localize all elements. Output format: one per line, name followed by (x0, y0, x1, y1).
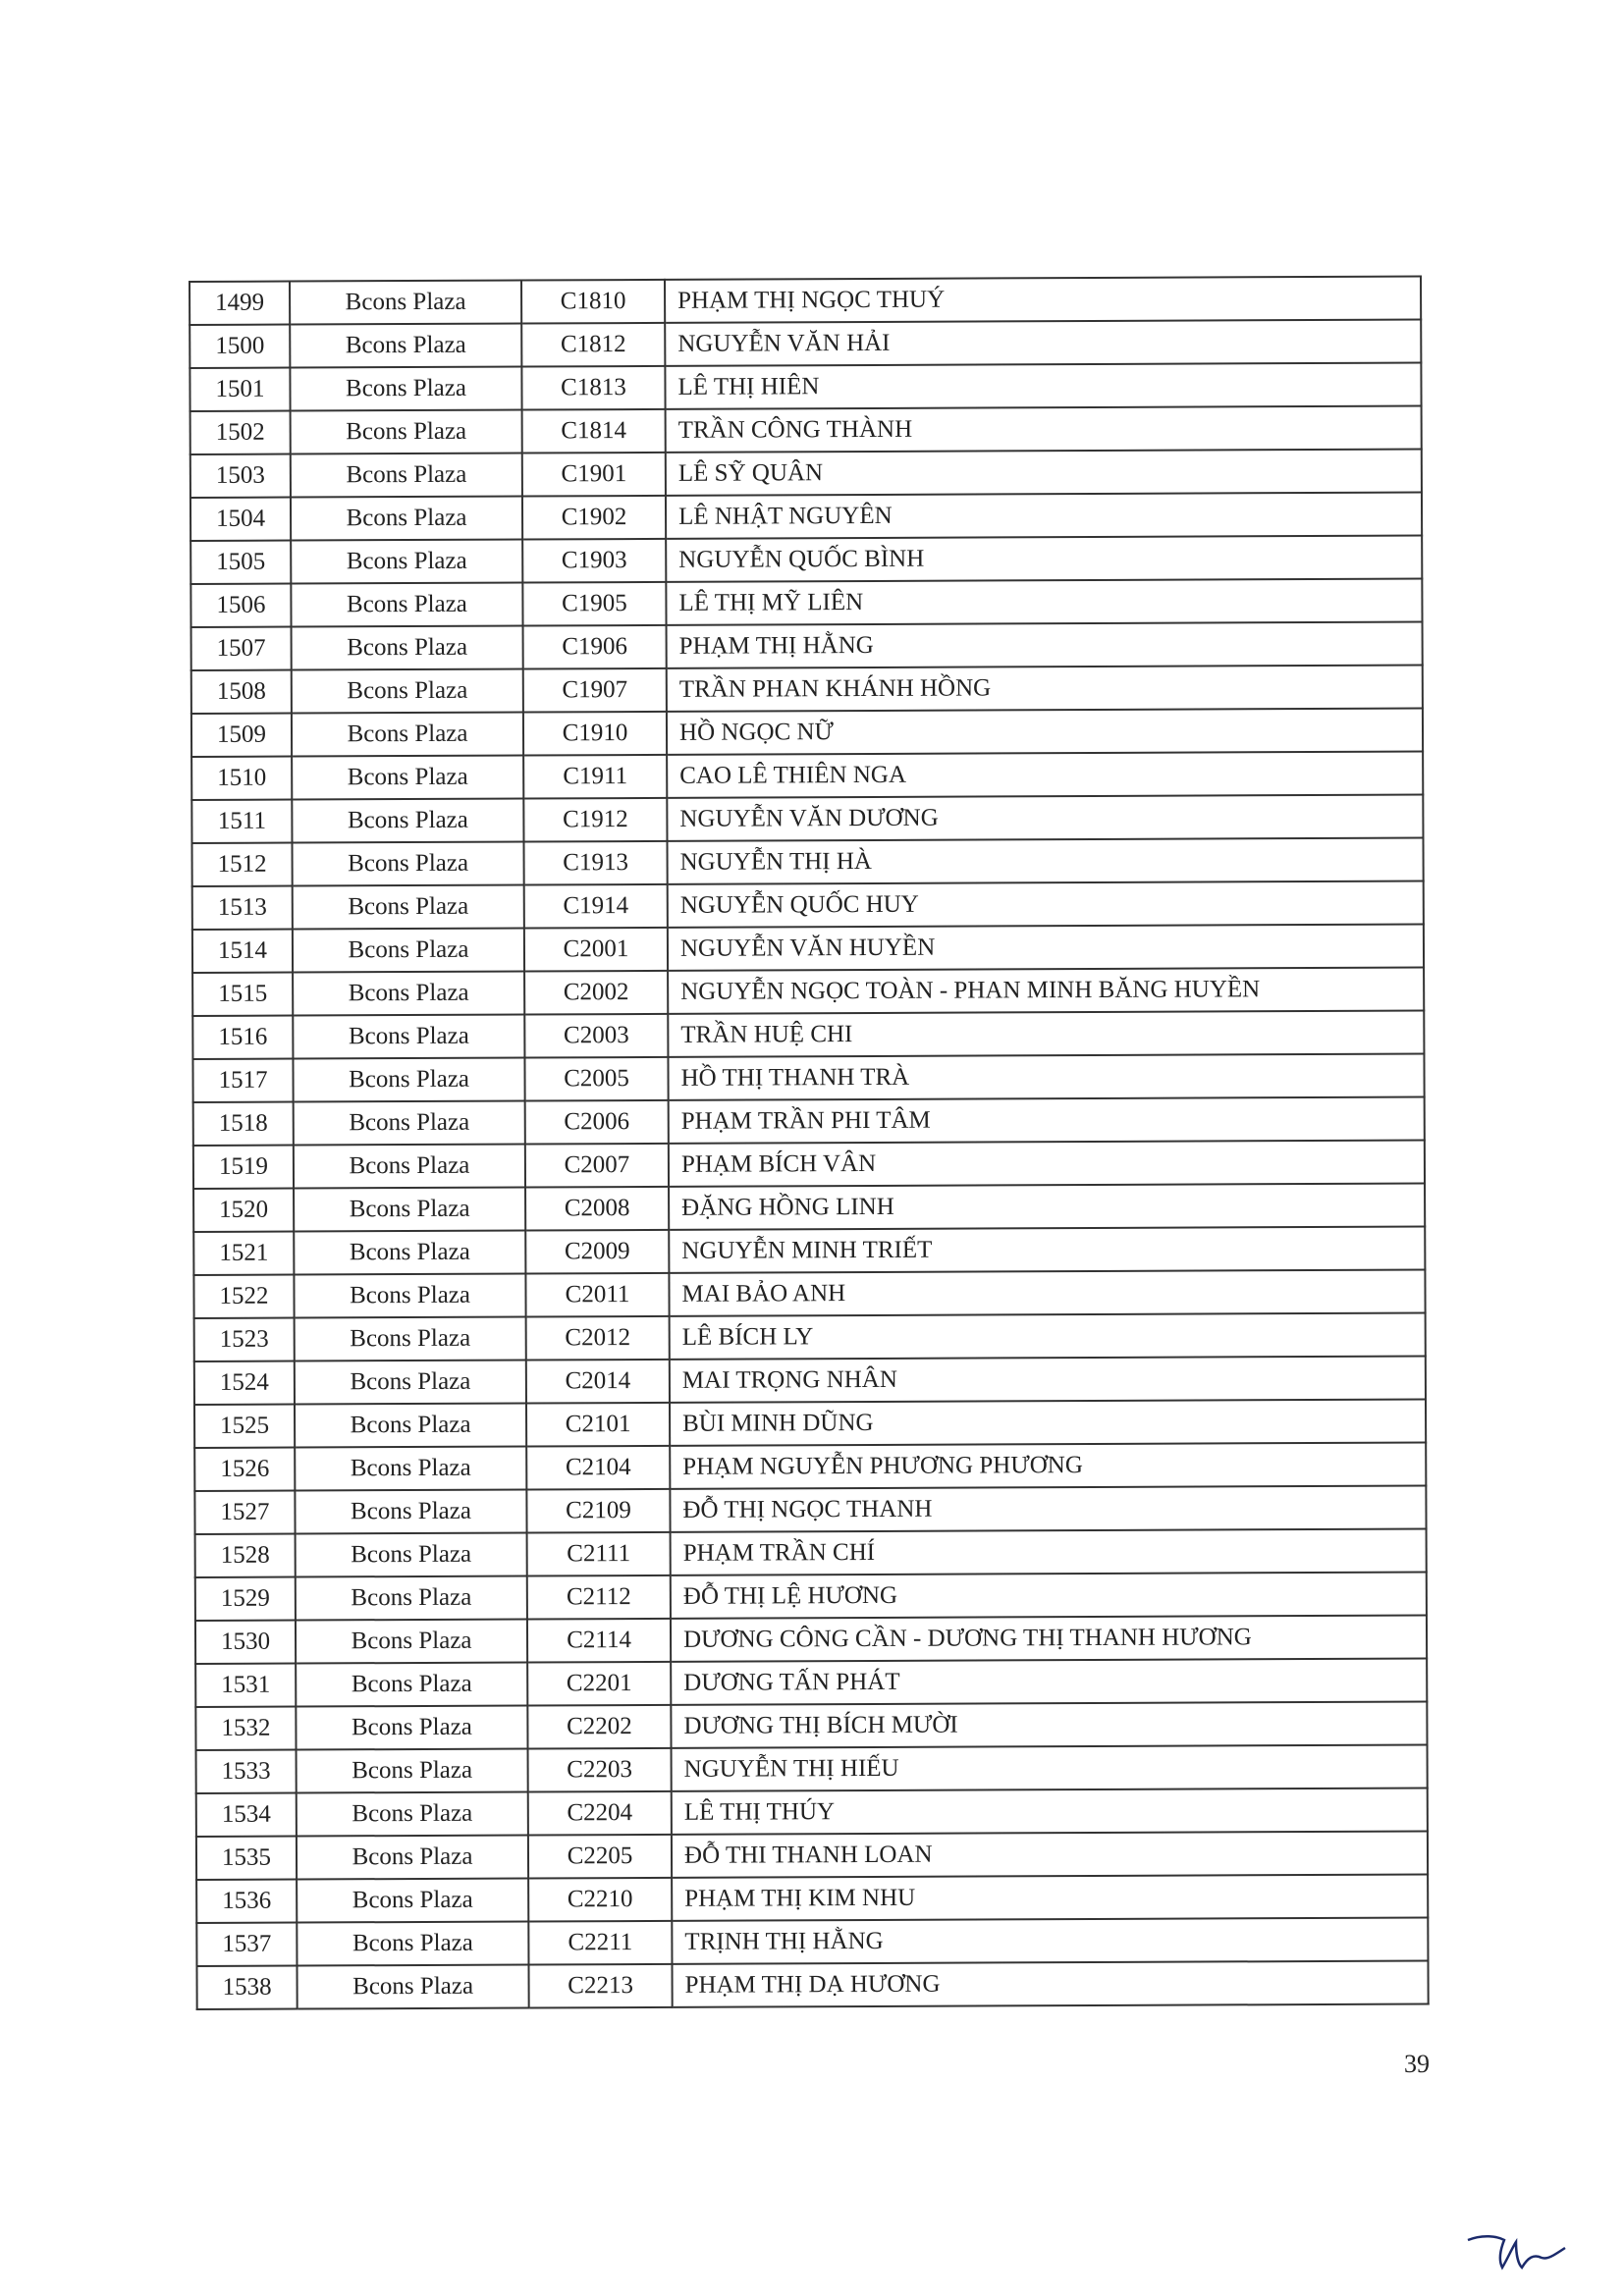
row-number: 1505 (190, 541, 291, 584)
table-row (192, 968, 1424, 1016)
building-name: Bcons Plaza (297, 1879, 528, 1923)
owner-name: CAO LÊ THIÊN NGA (667, 752, 1423, 798)
building-name: Bcons Plaza (294, 1274, 525, 1318)
owner-name: ĐỖ THỊ LỆ HƯƠNG (671, 1573, 1427, 1619)
signature-mark (1463, 2228, 1571, 2277)
owner-name: LÊ THỊ MỸ LIÊN (666, 579, 1422, 625)
unit-code: C2202 (527, 1705, 671, 1749)
row-number: 1534 (196, 1793, 297, 1837)
building-name: Bcons Plaza (295, 1317, 526, 1362)
owner-name: LÊ THỊ THÚY (672, 1789, 1428, 1835)
table-row (194, 1357, 1426, 1405)
unit-code: C2211 (528, 1921, 672, 1965)
unit-code: C2007 (525, 1144, 669, 1188)
unit-code: C2101 (526, 1403, 670, 1447)
owner-name: PHẠM THỊ DẠ HƯƠNG (672, 1961, 1428, 2007)
table-row (196, 1918, 1428, 1966)
unit-code: C1914 (524, 884, 668, 929)
owner-name: BÙI MINH DŨNG (670, 1400, 1426, 1446)
owner-name: LÊ SỸ QUÂN (666, 450, 1422, 496)
row-number: 1501 (189, 368, 290, 411)
unit-code: C2111 (527, 1532, 671, 1576)
building-name: Bcons Plaza (291, 410, 522, 454)
building-name: Bcons Plaza (292, 799, 523, 843)
row-number: 1535 (196, 1837, 297, 1880)
owner-name: NGUYỄN QUỐC HUY (668, 881, 1424, 928)
row-number: 1525 (194, 1405, 295, 1448)
row-number: 1502 (190, 411, 291, 454)
unit-code: C1814 (522, 409, 666, 454)
unit-code: C2005 (524, 1057, 668, 1101)
table-row (192, 1011, 1424, 1059)
row-number: 1515 (192, 973, 293, 1016)
building-name: Bcons Plaza (295, 1361, 526, 1405)
table-row (193, 1141, 1425, 1189)
owner-name: TRẦN HUỆ CHI (668, 1011, 1424, 1057)
owner-name: ĐẶNG HỒNG LINH (669, 1184, 1425, 1230)
table-row (192, 881, 1424, 930)
unit-code: C2001 (524, 928, 668, 972)
building-name: Bcons Plaza (295, 1490, 526, 1534)
unit-code: C1906 (523, 625, 667, 669)
unit-code: C2012 (526, 1316, 670, 1361)
owner-name: TRỊNH THỊ HẰNG (672, 1918, 1428, 1964)
unit-code: C1810 (521, 280, 665, 324)
row-number: 1499 (189, 282, 290, 325)
table-row (189, 277, 1421, 325)
unit-code: C1813 (521, 366, 665, 410)
owner-name: NGUYỄN VĂN DƯƠNG (667, 795, 1423, 841)
owner-name: ĐỖ THI THANH LOAN (672, 1832, 1428, 1878)
building-name: Bcons Plaza (297, 1836, 528, 1880)
building-name: Bcons Plaza (295, 1447, 526, 1491)
owner-name: MAI BẢO ANH (669, 1270, 1425, 1316)
page-number: 39 (1404, 2050, 1430, 2078)
table-row (196, 1875, 1428, 1923)
row-number: 1530 (195, 1621, 296, 1664)
owner-name: PHẠM THỊ NGỌC THUÝ (665, 277, 1421, 323)
row-number: 1506 (190, 584, 291, 627)
table-row (191, 795, 1423, 843)
table-row (194, 1443, 1426, 1491)
owner-name: PHẠM THỊ KIM NHU (672, 1875, 1428, 1921)
owner-name: LÊ NHẬT NGUYÊN (666, 493, 1422, 539)
building-name: Bcons Plaza (296, 1576, 527, 1621)
owner-name: PHẠM NGUYỄN PHƯƠNG PHƯƠNG (670, 1443, 1426, 1489)
table-row (190, 450, 1422, 498)
owner-name: PHẠM TRẦN PHI TÂM (669, 1097, 1425, 1144)
unit-code: C2002 (524, 971, 668, 1015)
owner-name: TRẦN PHAN KHÁNH HỒNG (667, 666, 1423, 712)
unit-code: C1913 (523, 841, 667, 885)
table-row (195, 1702, 1427, 1750)
owners-table (189, 276, 1430, 2010)
building-name: Bcons Plaza (296, 1533, 527, 1577)
owner-name: DƯƠNG TẤN PHÁT (671, 1659, 1427, 1705)
row-number: 1522 (193, 1275, 294, 1318)
building-name: Bcons Plaza (294, 1145, 525, 1189)
building-name: Bcons Plaza (292, 756, 523, 800)
building-name: Bcons Plaza (291, 497, 522, 541)
unit-code: C2203 (528, 1748, 672, 1792)
table-row (194, 1486, 1426, 1534)
row-number: 1512 (192, 843, 293, 886)
unit-code: C1912 (523, 798, 667, 842)
table-body (189, 277, 1429, 2009)
table-row (195, 1616, 1427, 1664)
row-number: 1518 (193, 1102, 294, 1146)
unit-code: C1902 (522, 496, 666, 540)
unit-code: C2112 (527, 1575, 671, 1620)
row-number: 1510 (191, 757, 292, 800)
row-number: 1533 (196, 1750, 297, 1793)
owner-name: HỒ NGỌC NỮ (667, 709, 1423, 755)
row-number: 1537 (196, 1923, 297, 1966)
table-row (192, 838, 1424, 886)
owner-name: NGUYỄN VĂN HUYỀN (668, 925, 1424, 971)
owner-name: DƯƠNG THỊ BÍCH MƯỜI (671, 1702, 1427, 1748)
owner-name: MAI TRỌNG NHÂN (670, 1357, 1426, 1403)
row-number: 1513 (192, 886, 293, 930)
table-row (196, 1745, 1428, 1793)
table-row (189, 363, 1421, 411)
building-name: Bcons Plaza (297, 1965, 528, 2009)
building-name: Bcons Plaza (297, 1749, 528, 1793)
table-row (196, 1789, 1428, 1837)
row-number: 1503 (190, 454, 291, 498)
unit-code: C1905 (522, 582, 666, 626)
table-row (190, 579, 1422, 627)
table-row (191, 622, 1423, 670)
owner-name: NGUYỄN THỊ HÀ (667, 838, 1423, 884)
unit-code: C2213 (528, 1964, 672, 2008)
owner-name: PHẠM THỊ HẰNG (667, 622, 1423, 668)
building-name: Bcons Plaza (293, 885, 524, 930)
table-row (191, 752, 1423, 800)
building-name: Bcons Plaza (292, 669, 523, 714)
table-row (192, 1054, 1424, 1102)
unit-code: C2008 (525, 1187, 669, 1231)
unit-code: C2210 (528, 1878, 672, 1922)
owner-name: NGUYỄN QUỐC BÌNH (666, 536, 1422, 582)
unit-code: C1911 (523, 755, 667, 799)
table-row (193, 1227, 1425, 1275)
unit-code: C1812 (521, 323, 665, 367)
building-name: Bcons Plaza (291, 454, 522, 498)
unit-code: C2109 (526, 1489, 670, 1533)
building-name: Bcons Plaza (297, 1922, 528, 1966)
table-row (193, 1097, 1425, 1146)
owner-name: LÊ BÍCH LY (670, 1313, 1426, 1360)
building-name: Bcons Plaza (293, 929, 524, 973)
table-row (190, 406, 1422, 454)
row-number: 1514 (192, 930, 293, 973)
owner-name: NGUYỄN THỊ HIẾU (672, 1745, 1428, 1791)
table-row (190, 493, 1422, 541)
unit-code: C2003 (524, 1014, 668, 1058)
table-row (192, 925, 1424, 973)
row-number: 1524 (194, 1362, 295, 1405)
table-row (194, 1400, 1426, 1448)
building-name: Bcons Plaza (293, 972, 524, 1016)
table-row (195, 1659, 1427, 1707)
table-row (196, 1832, 1428, 1880)
table-row (193, 1270, 1425, 1318)
row-number: 1523 (194, 1318, 295, 1362)
row-number: 1517 (192, 1059, 293, 1102)
owner-name: NGUYỄN NGỌC TOÀN - PHAN MINH BĂNG HUYỀN (668, 968, 1424, 1014)
table-row (191, 709, 1423, 757)
row-number: 1504 (190, 498, 291, 541)
row-number: 1521 (193, 1232, 294, 1275)
row-number: 1500 (189, 325, 290, 368)
table-row (190, 536, 1422, 584)
table-row (191, 666, 1423, 714)
row-number: 1527 (194, 1491, 295, 1534)
row-number: 1509 (191, 714, 292, 757)
unit-code: C1903 (522, 539, 666, 583)
row-number: 1531 (195, 1664, 296, 1707)
row-number: 1511 (191, 800, 292, 843)
table-row (196, 1961, 1428, 2009)
table-row (194, 1313, 1426, 1362)
row-number: 1520 (193, 1189, 294, 1232)
table-row (189, 320, 1421, 368)
building-name: Bcons Plaza (296, 1620, 527, 1664)
building-name: Bcons Plaza (290, 367, 521, 411)
building-name: Bcons Plaza (296, 1663, 527, 1707)
owner-name: PHẠM TRẦN CHÍ (671, 1529, 1427, 1575)
building-name: Bcons Plaza (292, 842, 523, 886)
row-number: 1532 (195, 1707, 296, 1750)
building-name: Bcons Plaza (294, 1101, 525, 1146)
building-name: Bcons Plaza (291, 540, 522, 584)
owner-name: PHẠM BÍCH VÂN (669, 1141, 1425, 1187)
row-number: 1507 (191, 627, 292, 670)
row-number: 1536 (196, 1880, 297, 1923)
unit-code: C2204 (528, 1791, 672, 1836)
owner-name: HỒ THỊ THANH TRÀ (668, 1054, 1424, 1100)
unit-code: C2014 (526, 1360, 670, 1404)
row-number: 1508 (191, 670, 292, 714)
building-name: Bcons Plaza (295, 1404, 526, 1448)
unit-code: C2009 (525, 1230, 669, 1274)
building-name: Bcons Plaza (292, 713, 523, 757)
row-number: 1516 (192, 1016, 293, 1059)
building-name: Bcons Plaza (291, 583, 522, 627)
unit-code: C2114 (527, 1619, 671, 1663)
unit-code: C1910 (523, 712, 667, 756)
owner-name: NGUYỄN MINH TRIẾT (669, 1227, 1425, 1273)
owner-name: TRẦN CÔNG THÀNH (666, 406, 1422, 453)
table-row (195, 1573, 1427, 1621)
building-name: Bcons Plaza (296, 1706, 527, 1750)
building-name: Bcons Plaza (292, 626, 523, 670)
row-number: 1526 (194, 1448, 295, 1491)
unit-code: C1907 (523, 668, 667, 713)
building-name: Bcons Plaza (290, 281, 521, 325)
building-name: Bcons Plaza (294, 1188, 525, 1232)
row-number: 1538 (196, 1966, 297, 2009)
unit-code: C2006 (525, 1100, 669, 1145)
building-name: Bcons Plaza (293, 1058, 524, 1102)
building-name: Bcons Plaza (297, 1792, 528, 1837)
unit-code: C2205 (528, 1835, 672, 1879)
unit-code: C2011 (525, 1273, 669, 1317)
unit-code: C1901 (522, 453, 666, 497)
owner-name: NGUYỄN VĂN HẢI (665, 320, 1421, 366)
building-name: Bcons Plaza (294, 1231, 525, 1275)
table-row (195, 1529, 1427, 1577)
row-number: 1529 (195, 1577, 296, 1621)
building-name: Bcons Plaza (293, 1015, 524, 1059)
owner-name: ĐỖ THỊ NGỌC THANH (670, 1486, 1426, 1532)
row-number: 1528 (195, 1534, 296, 1577)
unit-code: C2104 (526, 1446, 670, 1490)
table-row (193, 1184, 1425, 1232)
owner-name: DƯƠNG CÔNG CẦN - DƯƠNG THỊ THANH HƯƠNG (671, 1616, 1427, 1662)
unit-code: C2201 (527, 1662, 671, 1706)
row-number: 1519 (193, 1146, 294, 1189)
building-name: Bcons Plaza (290, 324, 521, 368)
owner-name: LÊ THỊ HIÊN (665, 363, 1421, 409)
